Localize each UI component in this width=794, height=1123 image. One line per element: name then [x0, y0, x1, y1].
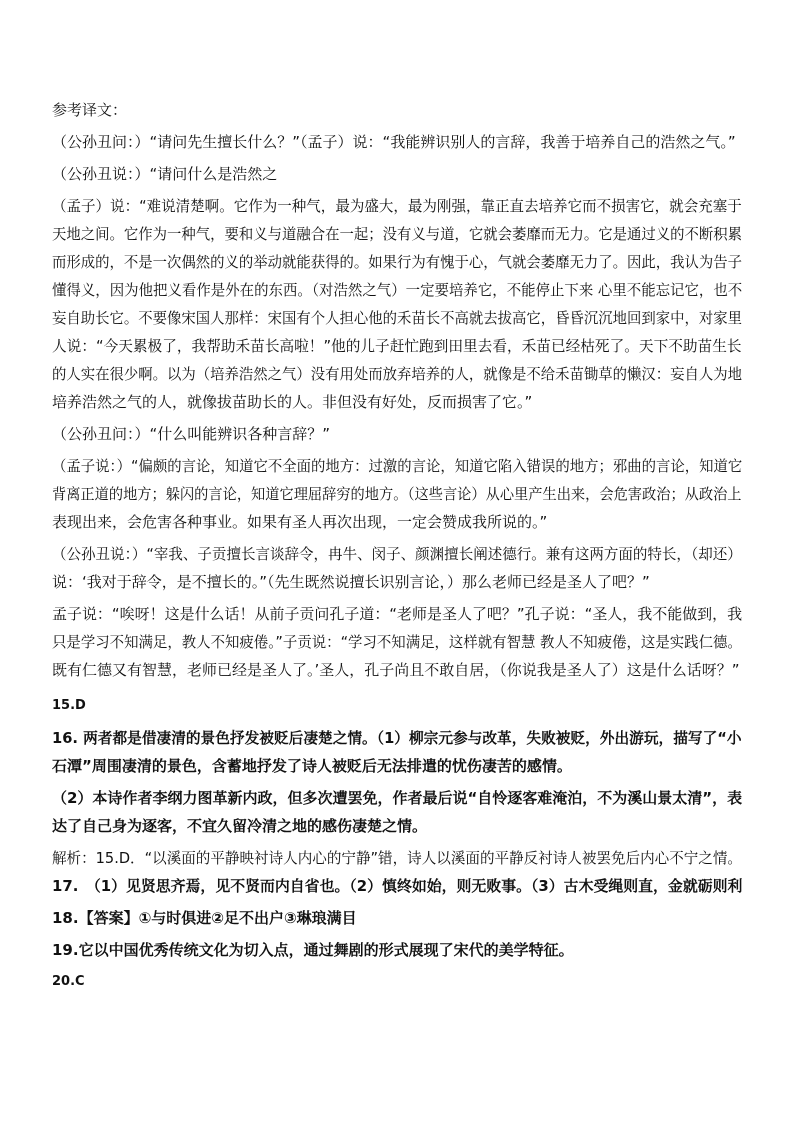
- text-line: 说：‘我对于辞令，是不擅长的。”（先生既然说擅长识别言论，）那么老师已经是圣人了吧？”: [52, 573, 650, 591]
- answer-16-line: 达了自己身为逐客，不宜久留冷清之地的感伤凄楚之情。: [52, 817, 428, 835]
- text-line: 而形成的，不是一次偶然的义的举动就能获得的。如果行为有愧于心，气就会萎靡无力了。因此，我认为告子: [52, 253, 742, 271]
- text-line: 只是学习不知满足，教人不知疲倦。”子贡说：“学习不知满足，这样就有智慧 教人不知疲倦，这是实践仁德。: [52, 633, 742, 651]
- text-line: 妄自助长它。不要像宋国人那样：宋国有个人担心他的禾苗长不高就去拔高它，昏昏沉沉地回到家中，对家里: [52, 309, 742, 327]
- text-line: 培养浩然之气的人，就像拔苗助长的人。非但没有好处，反而损害了它。”: [52, 393, 533, 411]
- text-line: （孟子说：）“偏颇的言论，知道它不全面的地方：过激的言论，知道它陷入错误的地方；邪曲的言论，知道它: [52, 457, 743, 475]
- answer-15: 15.D: [52, 698, 86, 713]
- text-line: 既有仁德又有智慧，老师已经是圣人了。’圣人，孔子尚且不敢自居，（你说我是圣人了）这是什么话呀？”: [52, 661, 740, 679]
- text-line: （孟子）说：“难说清楚啊。它作为一种气，最为盛大，最为刚强，靠正直去培养它而不损害它，就会充塞于: [52, 197, 742, 215]
- text-line: （公孙丑问：）“什么叫能辨识各种言辞？”: [52, 425, 331, 443]
- answer-16-line: 石潭”周围凄清的景色，含蓄地抒发了诗人被贬后无法排遣的忧伤凄苦的感情。: [52, 757, 572, 775]
- text-line: 背离正道的地方；躲闪的言论，知道它理屈辞穷的地方。（这些言论）从心里产生出来，会危害政治；从政治上: [52, 485, 742, 503]
- answer-16-line: 16. 两者都是借凄清的景色抒发被贬后凄楚之情。（1）柳宗元参与改革，失败被贬，外出游玩，描写了“小: [52, 729, 742, 747]
- answer-16-line: （2）本诗作者李纲力图革新内政，但多次遭罢免，作者最后说“自怜逐客难淹泊，不为溪山景太清”，表: [52, 789, 743, 807]
- text-line: 懂得义，因为他把义看作是外在的东西。（对浩然之气）一定要培养它，不能停止下来 心里不能忘记它，也不: [52, 281, 743, 299]
- analysis-line: 解析：15.D．“以溪面的平静映衬诗人内心的宁静”错，诗人以溪面的平静反衬诗人被罢免后内心不宁之情。: [52, 849, 742, 867]
- answer-20: 20.C: [52, 974, 85, 989]
- text-line: （公孙丑说：）“宰我、子贡擅长言谈辞令，冉牛、闵子、颜渊擅长阐述德行。兼有这两方面的特长，（却还）: [52, 545, 742, 563]
- text-line: 天地之间。它作为一种气，要和义与道融合在一起；没有义与道，它就会萎靡而无力。它是通过义的不断积累: [52, 225, 742, 243]
- answer-17: 17. （1）见贤思齐焉，见不贤而内自省也。（2）慎终如始，则无败事。（3）古木受绳则直，金就砺则利: [52, 877, 743, 895]
- text-line: 人说：“今天累极了，我帮助禾苗长高啦！”他的儿子赶忙跑到田里去看，禾苗已经枯死了。天下不助苗生长: [52, 337, 742, 355]
- text-line: 的人实在很少啊。以为（培养浩然之气）没有用处而放弃培养的人，就像是不给禾苗锄草的懒汉：妄自人为地: [52, 365, 742, 383]
- text-line: 孟子说：“唉呀！这是什么话！从前子贡问孔子道：“老师是圣人了吧？”孔子说：“圣人，我不能做到，我: [52, 605, 743, 623]
- answer-19: 19.它以中国优秀传统文化为切入点，通过舞剧的形式展现了宋代的美学特征。: [52, 941, 574, 959]
- text-line: （公孙丑说：）“请问什么是浩然之: [52, 165, 278, 183]
- translation-heading: 参考译文：: [52, 101, 128, 119]
- text-line: （公孙丑问：）“请问先生擅长什么？”（孟子）说：“我能辨识别人的言辞，我善于培养自己的浩然之气。”: [52, 133, 736, 151]
- text-line: 表现出来，会危害各种事业。如果有圣人再次出现，一定会赞成我所说的。”: [52, 513, 548, 531]
- answer-18: 18.【答案】①与时俱进②足不出户③琳琅满目: [52, 909, 357, 927]
